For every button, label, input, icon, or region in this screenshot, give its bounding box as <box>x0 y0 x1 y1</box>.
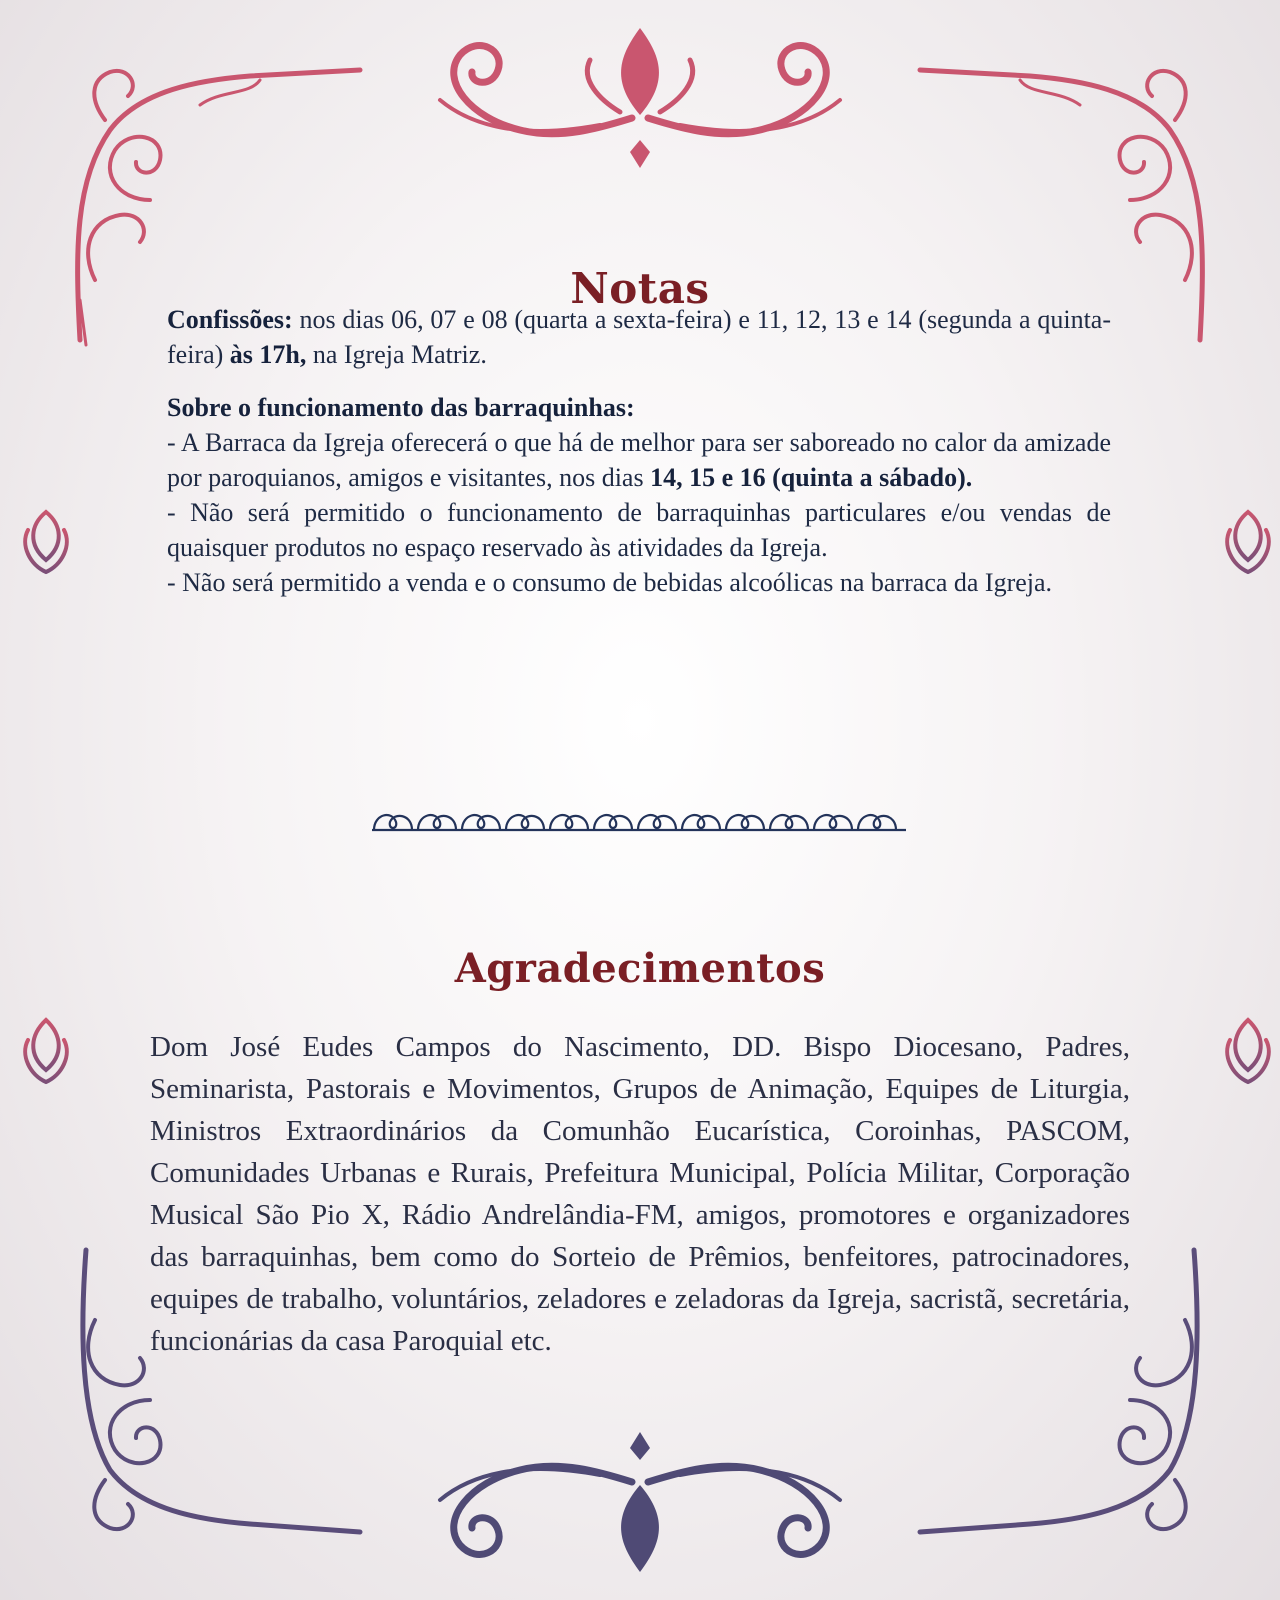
confissoes-label: Confissões: <box>167 305 293 334</box>
right-side-ornament <box>1227 512 1269 1082</box>
agradecimentos-text: Dom José Eudes Campos do Nascimento, DD. Bispo Diocesano, Padres, Seminarista, Pastorais e Movimentos, Grupos de Animação, Equipes de Liturgia, Ministros Extraordinários da Comunhão Eucarística, Coroinhas, PASCOM, Comunidades Urbanas e Rurais, Prefeitura Municipal, Polícia Militar, Corporação Musical São Pio X, Rádio Andrelândia-FM, amigos, promotores e organizadores das barraquinhas, bem como do Sorteio de Prêmios, benfeitores, patrocinadores, equipes de trabalho, voluntários, zeladores e zeladoras da Igreja, sacristã, secretária, funcionárias da casa Paroquial etc. <box>150 1031 1130 1357</box>
barracas-item-2: - Não será permitido o funcionamento de barraquinhas particulares e/ou vendas de quaisquer produtos no espaço reservado às atividades da Igreja. <box>167 498 1111 562</box>
confissoes-text: nos dias 06, 07 e 08 (quarta a sexta-feira) e 11, 12, 13 e 14 (segunda a quinta-feira) <box>167 305 1111 369</box>
barracas-heading: Sobre o funcionamento das barraquinhas: <box>167 393 635 422</box>
left-side-ornament <box>25 512 67 1082</box>
barracas-item-1: - A Barraca da Igreja oferecerá o que há de melhor para ser saboreado no calor da amizade por paroquianos, amigos e visitantes, nos dias 14, 15 e 16 (quinta a sábado). <box>167 428 1111 492</box>
agradecimentos-title: Agradecimentos <box>454 944 826 992</box>
confissoes-paragraph <box>167 302 1111 372</box>
notas-section <box>167 302 1111 600</box>
top-fleur-ornament <box>440 28 840 168</box>
barracas-dates: 14, 15 e 16 (quinta a sábado). <box>650 463 973 492</box>
notas-title: Notas <box>570 264 710 314</box>
confissoes-time: às 17h, <box>229 340 307 369</box>
confissoes-place: na Igreja Matriz. <box>306 340 487 369</box>
bottom-fleur-ornament <box>440 1432 840 1572</box>
barracas-item-3: - Não será permitido a venda e o consumo de bebidas alcoólicas na barraca da Igreja. <box>167 568 1053 597</box>
scroll-divider-ornament <box>368 800 910 836</box>
